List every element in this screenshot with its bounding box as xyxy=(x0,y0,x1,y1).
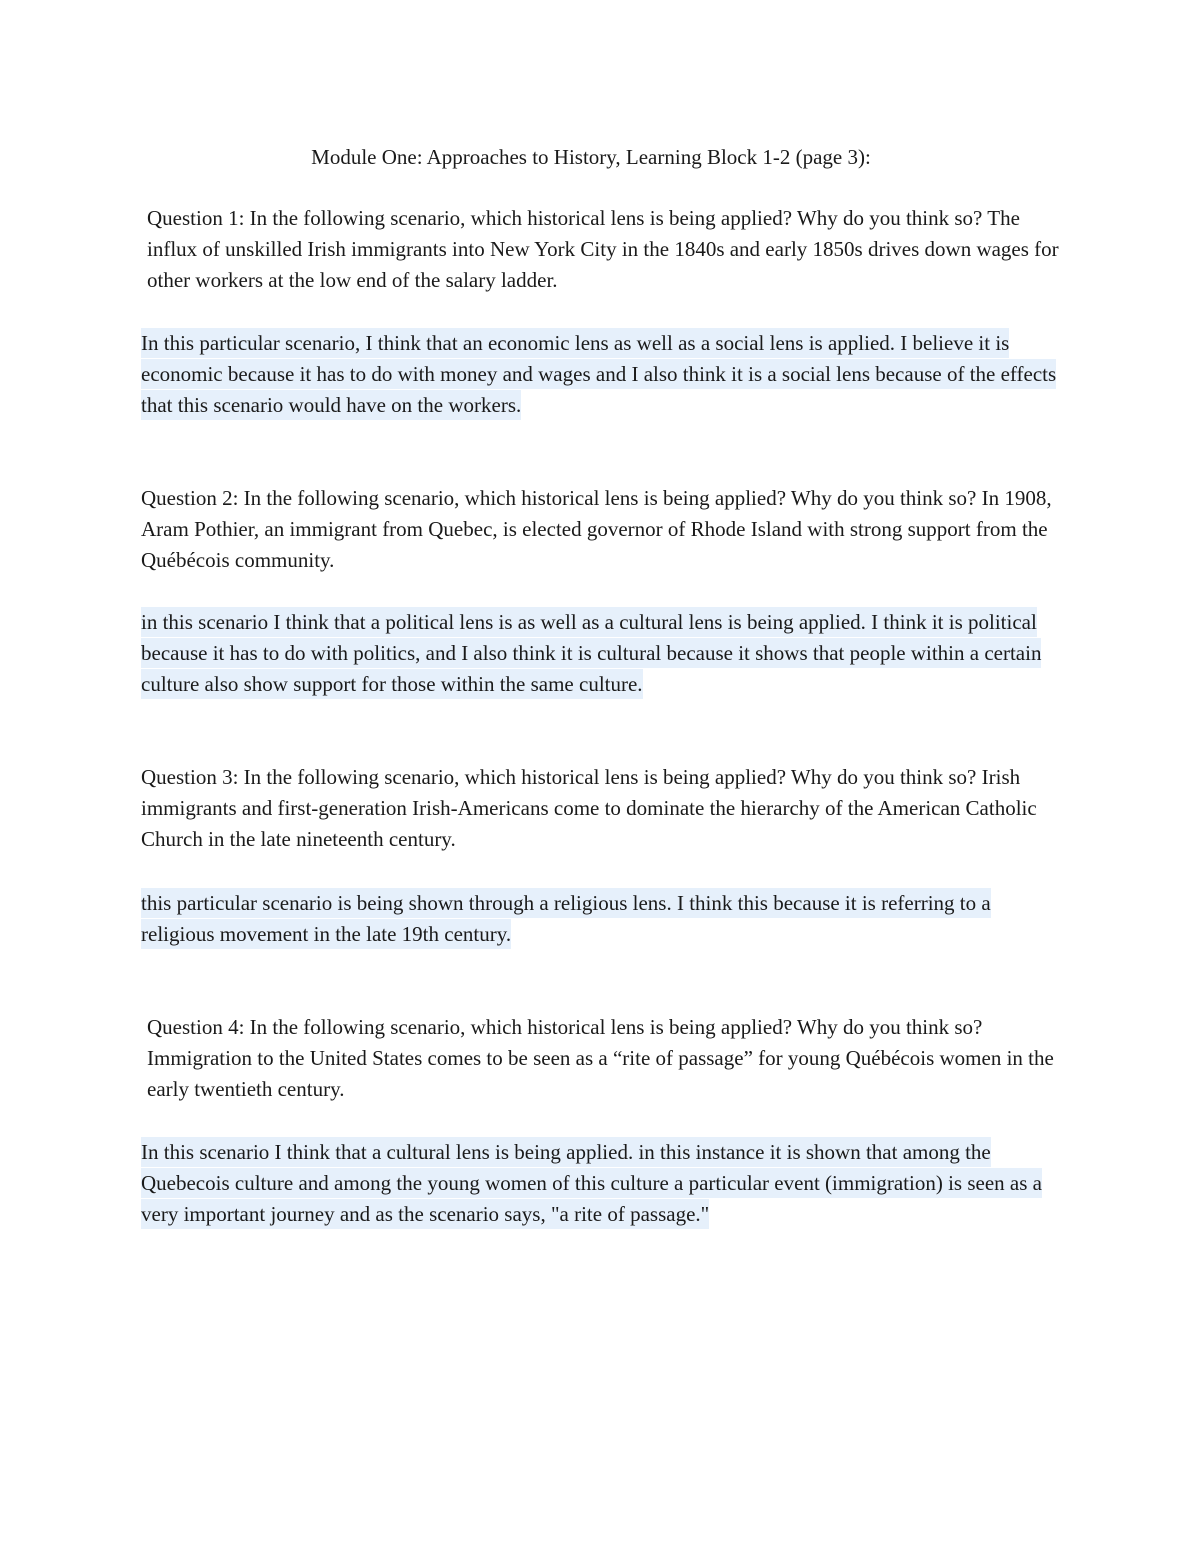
answer-4-text: In this scenario I think that a cultural lens is being applied. in this instance it is shown that among the Quebecois culture and among the young women of this culture a particular event (immigration) is seen as a very important journey and as the scenario says, "a rite of passage." xyxy=(141,1137,1042,1229)
answer-3 xyxy=(141,888,1061,950)
answer-1-text: In this particular scenario, I think that an economic lens as well as a social lens is applied. I believe it is economic because it has to do with money and wages and I also think it is a social lens because of the effects that this scenario would have on the workers. xyxy=(141,328,1056,420)
answer-4 xyxy=(141,1137,1061,1230)
page-title-text: Module One: Approaches to History, Learning Block 1-2 (page 3): xyxy=(311,145,871,169)
question-2: Question 2: In the following scenario, which historical lens is being applied? Why do you think so? In 1908, Aram Pothier, an immigrant from Quebec, is elected governor of Rhode Island with strong support from the Québécois community. xyxy=(141,486,1052,572)
answer-2 xyxy=(141,607,1061,700)
answer-1 xyxy=(141,328,1061,421)
question-4: Question 4: In the following scenario, which historical lens is being applied? Why do you think so? Immigration to the United States comes to be seen as a “rite of passage” for young Québécois women in the early twentieth century. xyxy=(147,1015,1054,1101)
answer-3-text: this particular scenario is being shown through a religious lens. I think this because it is referring to a religious movement in the late 19th century. xyxy=(141,888,991,949)
question-3: Question 3: In the following scenario, which historical lens is being applied? Why do you think so? Irish immigrants and first-generation Irish-Americans come to dominate the hierarchy of the American Catholic Church in the late nineteenth century. xyxy=(141,765,1037,851)
question-1: Question 1: In the following scenario, which historical lens is being applied? Why do you think so? The influx of unskilled Irish immigrants into New York City in the 1840s and early 1850s drives down wages for other workers at the low end of the salary ladder. xyxy=(147,206,1059,292)
page-title xyxy=(0,142,1200,173)
answer-2-text: in this scenario I think that a political lens is as well as a cultural lens is being applied. I think it is political because it has to do with politics, and I also think it is cultural because it shows that people within a certain culture also show support for those within the same culture. xyxy=(141,607,1041,699)
